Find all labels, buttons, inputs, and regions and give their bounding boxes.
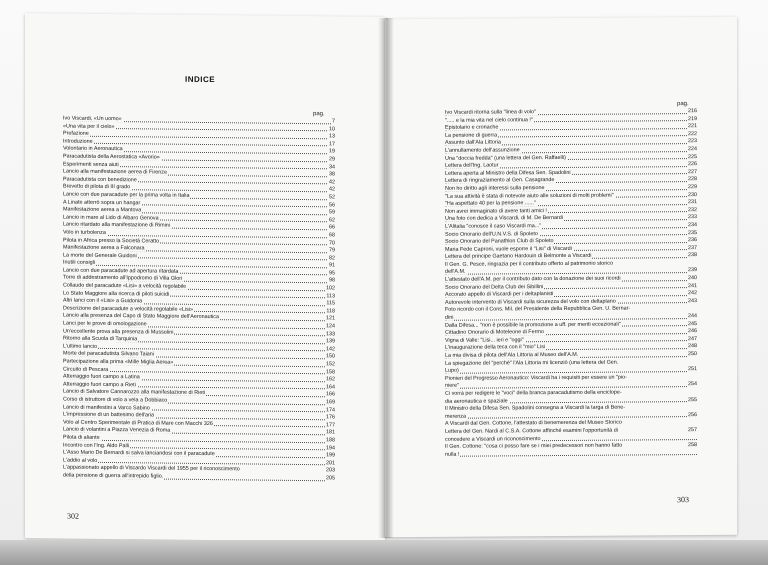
- pag-label-left: pag.: [313, 111, 325, 118]
- toc-entry-title: Incontro con l'Ing. Aldo Palli: [63, 442, 130, 449]
- toc-entry-title: "La sua attività è stata di notevole aiuto alle soluzioni di molti problemi": [445, 192, 614, 200]
- toc-entry-title: "..... e la mia vita nel cielo continua !": [445, 116, 533, 124]
- toc-entry-title: Atterraggio fuori campo a Latina: [63, 373, 140, 381]
- toc-entry-title: Collaudo del paracadute «Lisi» a velocità regolabile: [63, 282, 187, 290]
- toc-entry-title: Il Gen. G. Pesce, ringrazia per il contributo offerto al patrimonio storico: [445, 260, 613, 268]
- toc-entry-title: merenza: [445, 413, 466, 420]
- toc-entry-title: Brevetto di pilota di III grado: [63, 183, 131, 191]
- toc-entry-title: L'annullamento dell'assunzione: [445, 147, 520, 154]
- toc-entry-title: La morte del Generale Guidoni: [63, 252, 137, 259]
- toc-entry-page: 38: [329, 171, 335, 178]
- toc-entry-title: Il Ministro della Difesa Sen. Spadolini consegna a Viscardi la targa di Bene-: [445, 404, 625, 412]
- toc-entry-title: Lettera del Gen. Nardi al C.S.A. Cottone affinché esamini l'opportunità di: [445, 427, 618, 435]
- toc-entry-title: L'Asso Mario De Bernardi si salva lanciandosi con il paracadute: [63, 449, 215, 458]
- toc-entry-page: 19: [329, 148, 335, 155]
- toc-entry-title: Ivo Viscardi, «Un uomo»: [63, 115, 122, 123]
- toc-entry-title: Altri lanci con il «Lisi» a Guidonia: [63, 297, 143, 305]
- toc-entry-title: dell'A.M.: [445, 269, 466, 276]
- toc-entry-title: Accorato appello di Viscardi per i deltaplanisti: [445, 291, 554, 299]
- toc-entry-title: Pionieri del Progresso Aeronautico: Viscardi ha i requisiti per essere un "pio-: [445, 374, 627, 382]
- toc-entry-page: 194: [326, 444, 335, 451]
- toc-entry-title: Autorevole intervento di Viscardi sulla sicurezza del volo con deltaplano: [445, 298, 616, 306]
- toc-entry-title: Socio Onorario dell'U.N.V.S. di Spoleto: [445, 230, 538, 238]
- toc-entry-title: Lancio di manifestini a Varco Sabino: [63, 404, 150, 411]
- toc-entry-page: 188: [326, 437, 335, 444]
- toc-entry-title: Atterraggio fuori campo a Rieti: [63, 381, 136, 389]
- toc-entry-page: 254: [688, 381, 697, 388]
- toc-entry-page: 232: [688, 206, 697, 213]
- toc-entry-title: La mia divisa di pilota dell'Ala Littoria al Museo dell'A.M.: [445, 351, 579, 359]
- toc-entry-title: Volo in turbolenza: [63, 229, 106, 236]
- toc-entry-title: Morte del paracadutista Silvano Taiani: [63, 350, 154, 358]
- toc-entry-title: Lancio di Salvatore Cannarozzo alla manifestazione di Rieti: [63, 388, 206, 397]
- toc-entry-page: 225: [688, 153, 697, 160]
- toc-entry-title: Introduzione: [63, 138, 93, 145]
- toc-entry-page: 164: [326, 384, 335, 391]
- toc-entry-title: Pilota in Africa presso la Società Ceratto: [63, 237, 160, 245]
- toc-entry-title: Epistolario e cronache: [445, 124, 499, 131]
- toc-entry-page: 203: [326, 467, 335, 474]
- toc-entry-page: 251: [688, 366, 697, 373]
- toc-entry-page: 91: [329, 262, 335, 269]
- toc-entry-page: 224: [688, 146, 697, 153]
- toc-entry-page: 256: [688, 411, 697, 418]
- toc-entry-page: 62: [329, 217, 335, 224]
- toc-entry-title: Corso di istruttore di volo a vela a Dobbiaco: [63, 396, 168, 404]
- toc-entry-title: Vigna di Valle: "Lisi... ieri e "oggi": [445, 337, 524, 344]
- toc-entry-title: concedere a Viscardi un riconoscimento: [445, 435, 541, 443]
- toc-entry-title: Lupo): [445, 367, 459, 374]
- toc-entry-page: 150: [326, 353, 335, 360]
- toc-entry-page: 243: [688, 297, 697, 304]
- toc-entry-page: 258: [688, 442, 697, 449]
- toc-entry-page: 245: [688, 320, 697, 327]
- toc-list-right: [445, 108, 697, 459]
- toc-entry-title: Lettera aperta al Ministro della Difesa Sen. Spadolini: [445, 169, 571, 177]
- toc-entry-page: 237: [688, 244, 697, 251]
- toc-entry-title: Prefazione: [63, 130, 89, 137]
- toc-entry-page: 133: [326, 330, 335, 337]
- toc-entry-page: 95: [329, 270, 335, 277]
- toc-entry-title: Lettera dell'Ing. Laotur: [445, 162, 499, 169]
- toc-entry-page: 152: [326, 361, 335, 368]
- toc-entry-page: 17: [329, 141, 335, 148]
- toc-entry-page: 241: [688, 282, 697, 289]
- toc-entry-title: L'inaugurazione della teca con il "mio" Lisi: [445, 344, 546, 352]
- toc-entry-title: "Ha aspettato 40 per la pensione ......": [445, 200, 536, 207]
- toc-entry-page: 227: [688, 168, 697, 175]
- toc-entry-page: 238: [688, 252, 697, 259]
- toc-entry-page: 228: [688, 176, 697, 183]
- toc-entry-page: 29: [329, 156, 335, 163]
- toc-entry-page: 7: [332, 118, 335, 125]
- toc-entry-title: niere": [445, 383, 459, 390]
- toc-entry-title: della pensione di guerra all'intrepido figlio.: [63, 472, 164, 480]
- toc-entry-page: 118: [326, 308, 335, 315]
- toc-entry-page: 255: [688, 396, 697, 403]
- toc-entry-title: La spiegazione del "perché" l'Ala Littoria mi licenziò (una lettera del Gen.: [445, 359, 619, 367]
- toc-list-left: [63, 116, 335, 483]
- toc-entry-title: L'appassionato appello di Viscardo Viscardi del 1955 per il riconoscimento: [63, 464, 240, 473]
- toc-entry-title: Manifestazione aerea a Mantova: [63, 206, 142, 214]
- toc-entry-page: 257: [688, 426, 697, 434]
- toc-entry-page: 199: [326, 452, 335, 459]
- toc-entry-page: 234: [688, 221, 697, 229]
- toc-entry-page: 239: [688, 267, 697, 274]
- toc-entry-title: Lo Stato Maggiore alla ricerca di piloti suicidi: [63, 290, 170, 298]
- toc-entry-page: 240: [688, 275, 697, 282]
- toc-entry-page: 10: [329, 125, 335, 132]
- toc-entry-page: 201: [326, 459, 335, 467]
- toc-entry-title: Il Gen. Cottone: "cosa ci posso fare se i miei predecessori non hanno fatto: [445, 442, 623, 450]
- toc-entry-title: A Viscardi dal Gen. Cottone, l'attestato di benemerenza del Museo Storico: [445, 419, 622, 428]
- toc-entry-title: Circuito di Pescara: [63, 366, 109, 373]
- toc-entry-title: Una "doccia fredda" (una lettera del Gen. Raffaelli): [445, 154, 566, 162]
- toc-entry-title: Lancio con due paracadute per la prima volta in Italia: [63, 191, 190, 199]
- toc-entry-page: 221: [688, 123, 697, 130]
- toc-entry-title: L'ultimo lancio: [63, 343, 97, 350]
- toc-entry-page: 242: [688, 290, 697, 297]
- toc-entry-page: 79: [329, 247, 335, 254]
- toc-entry-title: Dalla Difesa... "non è possibile la promozione a uff. per meriti eccezionali": [445, 321, 621, 329]
- toc-entry-title: Non avrei immaginato di avere tanti amici !: [445, 207, 547, 215]
- book-gutter: [378, 18, 394, 538]
- toc-entry-page: 169: [326, 399, 335, 406]
- toc-entry-page: 68: [329, 232, 335, 239]
- toc-entry-title: Lancio alla presenza del Capo di Stato Maggiore dell'Aeronautica: [63, 312, 219, 321]
- toc-entry-page: 233: [688, 214, 697, 221]
- toc-entry-title: dini: [445, 314, 454, 321]
- toc-entry-page: 139: [326, 338, 335, 345]
- toc-entry-title: Lettera di ringraziamento al Gen. Casagrande: [445, 177, 555, 185]
- toc-entry-title: Inutili consigli: [63, 259, 96, 267]
- toc-entry-title: Foto ricordo con il Cons. Mil. del Presidente della Repubblica Gen. U. Bernar-: [445, 305, 631, 314]
- toc-entry-page: 250: [688, 351, 697, 358]
- toc-entry-page: 230: [688, 191, 697, 198]
- toc-entry-title: Ritorno alla Scuola di Tarquinia: [63, 335, 138, 343]
- toc-entry-title: Volontario in Aeronautica: [63, 145, 123, 153]
- toc-entry-page: 82: [329, 254, 335, 262]
- toc-entry-page: 56: [329, 201, 335, 208]
- page-number-left: 302: [67, 511, 79, 521]
- toc-entry-title: Ci vorrà per redigere le "voci" della branca paracadutismo della enciclope-: [445, 389, 622, 397]
- toc-entry: [445, 450, 697, 459]
- toc-entry-page: 177: [326, 422, 335, 429]
- toc-entry-page: 42: [329, 179, 335, 186]
- toc-entry-page: 166: [326, 391, 335, 398]
- toc-entry-title: Esperimenti senza aiuti: [63, 161, 119, 168]
- toc-entry-title: «Una vita per il cielo»: [63, 123, 115, 130]
- toc-entry-title: Lancio con due paracadute ad apertura ritardata: [63, 267, 179, 275]
- surface-shadow: [0, 540, 768, 565]
- toc-entry-title: Socio Onorario del Delta Club dei Sibillini: [445, 283, 544, 291]
- toc-entry-page: 226: [688, 161, 697, 168]
- toc-entry-page: 247: [688, 335, 697, 342]
- toc-entry-page: 70: [329, 239, 335, 246]
- toc-entry-title: Torre di addestramento all'Ippodromo di Villa Glori: [63, 274, 183, 283]
- toc-entry-title: L'attestato dell'A.M. per il contributo dato con la donazione dei suoi ricordi: [445, 275, 621, 283]
- toc-entry-page: 244: [688, 313, 697, 320]
- toc-entry-page: 216: [688, 108, 697, 115]
- toc-entry-page: 223: [688, 138, 697, 145]
- toc-entry-page: 229: [688, 183, 697, 191]
- toc-entry-title: Lancio ritardato alla manifestazione di Rimini: [63, 221, 170, 229]
- toc-entry-page: 98: [329, 277, 335, 284]
- toc-entry-page: 219: [688, 115, 697, 122]
- toc-entry-title: Lancio in mare al Lido di Albaro Genova: [63, 214, 159, 222]
- pag-label-right: pag.: [677, 101, 689, 108]
- toc-entry-page: 124: [326, 323, 335, 330]
- toc-entry-page: 176: [326, 414, 335, 421]
- toc-entry-page: 205: [326, 475, 335, 482]
- toc-entry-title: Manifestazione aerea a Falconara: [63, 244, 145, 252]
- toc-entry-title: Paracadutista della Aerostatica «Avorio»: [63, 153, 160, 161]
- toc-entry-title: nulla !: [445, 451, 460, 458]
- toc-entry-title: Cittadino Onorario di Moteleone di Fermo: [445, 329, 544, 337]
- toc-entry-title: Un'eccellente prova alla presenza di Mussolini: [63, 328, 174, 336]
- toc-entry-title: Descrizione del paracadute a velocità regolabile «Lisi»: [63, 305, 194, 313]
- toc-entry-title: Lettera del principe Gaetano Hardouin di Belmonte a Viscardi: [445, 253, 592, 261]
- toc-entry-page: 246: [688, 328, 697, 335]
- toc-entry-title: Maria Fede Caproni, vuole esporre il "Lisi" di Viscardi: [445, 245, 572, 253]
- toc-entry-page: 102: [326, 285, 335, 292]
- toc-entry-title: Volo al Centro Sperimentale di Pratica di Mare con Macchi 326: [63, 419, 213, 427]
- right-page: [385, 17, 737, 537]
- toc-entry-title: Lancio di volantini a Piazza Venezia di Roma: [63, 426, 171, 434]
- toc-entry-title: Lanci per le prove di omologazione: [63, 320, 147, 328]
- toc-entry-page: 236: [688, 237, 697, 244]
- toc-entry-page: 13: [329, 133, 335, 140]
- toc-entry-page: 231: [688, 199, 697, 206]
- toc-entry-page: 66: [329, 224, 335, 231]
- toc-entry: [63, 472, 335, 482]
- toc-entry-page: 174: [326, 406, 335, 413]
- toc-entry-page: 42: [329, 186, 335, 193]
- toc-entry-page: 248: [688, 343, 697, 350]
- toc-entry-title: Partecipazione alla prima «Mille Miglia Aerea»: [63, 358, 174, 366]
- toc-entry-title: Una foto con dedica a Viscardi, di M. De Bernardi: [445, 215, 563, 223]
- toc-entry-page: 181: [326, 429, 335, 436]
- toc-entry-title: Non ho diritto agli interessi sulla pensione: [445, 185, 545, 192]
- toc-entry-title: Assunto dall'Ala Littoria: [445, 139, 501, 147]
- toc-entry-page: 52: [329, 194, 335, 201]
- left-page: [25, 13, 385, 542]
- toc-entry-title: La pensione di guerra: [445, 132, 498, 139]
- toc-entry-page: 121: [326, 315, 335, 322]
- toc-entry-page: 113: [326, 292, 335, 300]
- toc-entry-title: Paracadutista con benedizione: [63, 176, 137, 184]
- toc-entry-page: 142: [326, 346, 335, 353]
- toc-entry-page: 115: [326, 300, 335, 307]
- toc-entry-title: dia aeronautica e spaziale: [445, 397, 508, 405]
- toc-entry-page: 162: [326, 376, 335, 383]
- toc-entry-title: Lancio alla manifestazione aerea di Firenze: [63, 168, 167, 176]
- toc-entry-page: 222: [688, 130, 697, 137]
- page-number-right: 303: [677, 495, 689, 505]
- toc-entry-title: Socio Onorario del Panathlon Club di Spoleto: [445, 238, 554, 245]
- toc-entry-title: Ivo Viscardi ritorna sulla "linea di volo": [445, 109, 536, 116]
- toc-entry-title: Pilota di aliante: [63, 434, 100, 441]
- index-title: INDICE: [185, 74, 216, 85]
- toc-entry-title: L'impressione di un battesimo dell'aria: [63, 411, 155, 419]
- toc-entry-page: 59: [329, 209, 335, 216]
- toc-entry-page: 158: [326, 368, 335, 375]
- toc-entry-title: L'Alitalia "conosce il caso Viscardi ma...": [445, 223, 542, 230]
- toc-entry-page: 34: [329, 163, 335, 170]
- toc-entry-title: L'addio al volo: [63, 457, 98, 464]
- toc-entry-title: A Linate atterrò sopra un hangar: [63, 199, 141, 206]
- toc-entry-page: 235: [688, 229, 697, 236]
